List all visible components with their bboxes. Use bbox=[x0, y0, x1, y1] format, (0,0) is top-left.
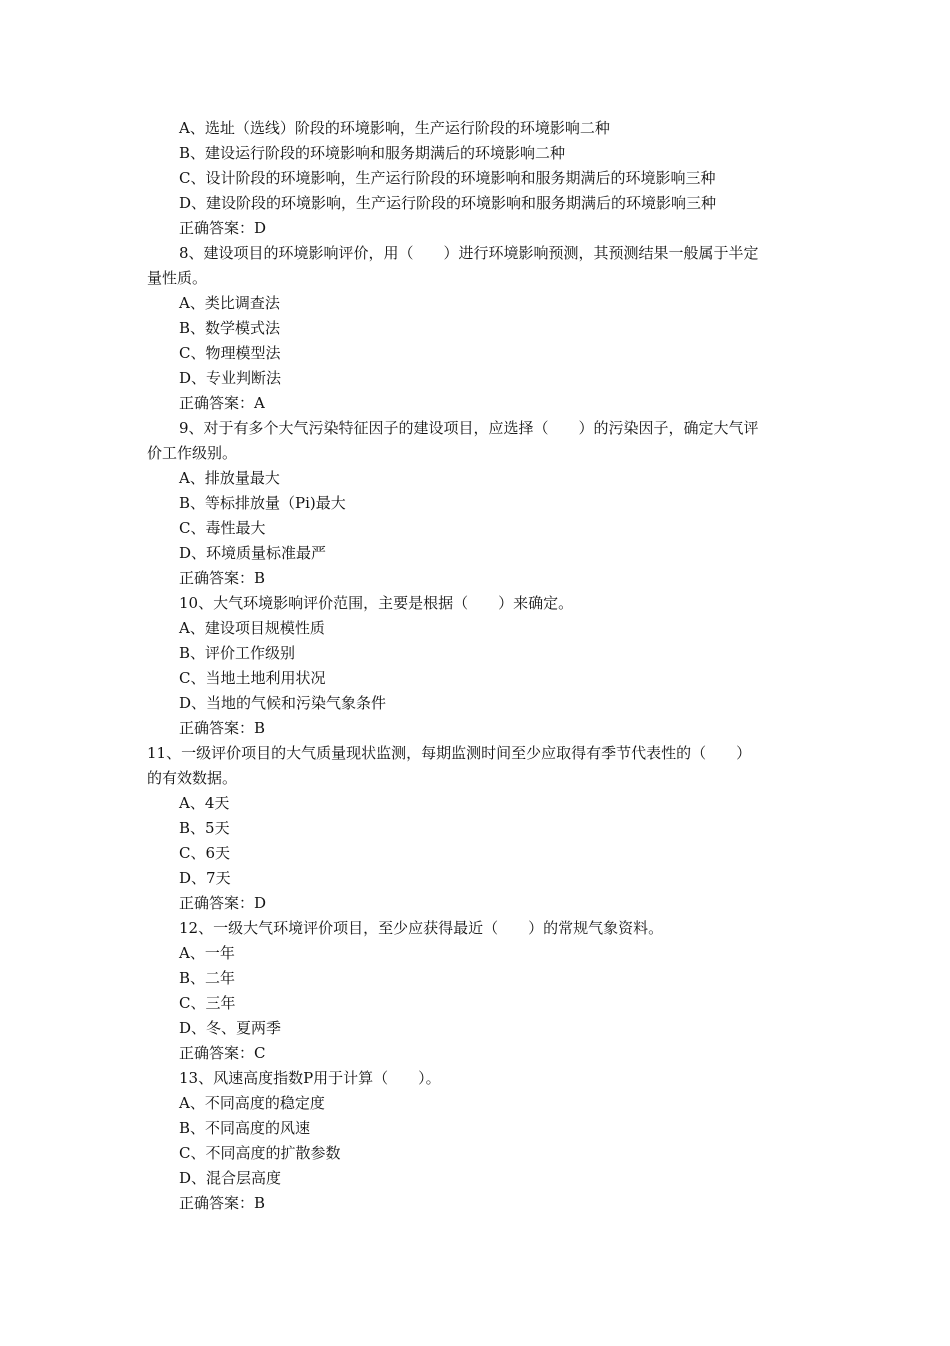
option-text: C、6天 bbox=[179, 844, 231, 862]
question-10-stem: 10、大气环境影响评价范围，主要是根据（ ）来确定。 bbox=[179, 594, 574, 612]
option-text: A、排放量最大 bbox=[179, 469, 280, 487]
option-text: D、建设阶段的环境影响，生产运行阶段的环境影响和服务期满后的环境影响三种 bbox=[179, 194, 717, 212]
option-text: A、不同高度的稳定度 bbox=[179, 1094, 325, 1112]
option-text: B、评价工作级别 bbox=[179, 644, 296, 662]
option-text: B、二年 bbox=[179, 969, 236, 987]
option-text: B、建设运行阶段的环境影响和服务期满后的环境影响二种 bbox=[179, 144, 566, 162]
option-text: B、不同高度的风速 bbox=[179, 1119, 311, 1137]
answer-text: 正确答案：B bbox=[179, 1194, 266, 1212]
option-text: A、选址（选线）阶段的环境影响，生产运行阶段的环境影响二种 bbox=[179, 119, 610, 137]
option-text: C、三年 bbox=[179, 994, 236, 1012]
option-text: A、类比调查法 bbox=[179, 294, 280, 312]
option-text: C、设计阶段的环境影响，生产运行阶段的环境影响和服务期满后的环境影响三种 bbox=[179, 169, 716, 187]
option-text: D、冬、夏两季 bbox=[179, 1019, 282, 1037]
option-text: D、专业判断法 bbox=[179, 369, 282, 387]
option-text: D、混合层高度 bbox=[179, 1169, 282, 1187]
question-11-stem: 11、一级评价项目的大气质量现状监测，每期监测时间至少应取得有季节代表性的（ ） bbox=[147, 744, 752, 762]
answer-text: 正确答案：B bbox=[179, 719, 266, 737]
option-text: C、不同高度的扩散参数 bbox=[179, 1144, 341, 1162]
question-9-stem-cont: 价工作级别。 bbox=[147, 444, 238, 462]
option-text: A、4天 bbox=[179, 794, 230, 812]
option-text: C、毒性最大 bbox=[179, 519, 266, 537]
answer-text: 正确答案：C bbox=[179, 1044, 266, 1062]
option-text: D、7天 bbox=[179, 869, 231, 887]
option-text: A、一年 bbox=[179, 944, 235, 962]
answer-text: 正确答案：D bbox=[179, 894, 267, 912]
question-9-stem: 9、对于有多个大气污染特征因子的建设项目，应选择（ ）的污染因子，确定大气评 bbox=[179, 419, 759, 437]
option-text: B、等标排放量（Pi)最大 bbox=[179, 494, 346, 512]
option-text: D、当地的气候和污染气象条件 bbox=[179, 694, 387, 712]
option-text: C、物理模型法 bbox=[179, 344, 281, 362]
question-list bbox=[147, 116, 809, 1216]
option-text: B、5天 bbox=[179, 819, 230, 837]
option-text: D、环境质量标准最严 bbox=[179, 544, 327, 562]
answer-text: 正确答案：B bbox=[179, 569, 266, 587]
question-13-stem: 13、风速高度指数P用于计算（ ）。 bbox=[179, 1069, 441, 1087]
option-text: B、数学模式法 bbox=[179, 319, 281, 337]
option-text: C、当地土地利用状况 bbox=[179, 669, 326, 687]
question-8-stem-cont: 量性质。 bbox=[147, 269, 208, 287]
answer-text: 正确答案：D bbox=[179, 219, 267, 237]
option-text: A、建设项目规模性质 bbox=[179, 619, 325, 637]
question-11-stem-cont: 的有效数据。 bbox=[147, 769, 238, 787]
answer-text: 正确答案：A bbox=[179, 394, 265, 412]
question-12-stem: 12、一级大气环境评价项目，至少应获得最近（ ）的常规气象资料。 bbox=[179, 919, 664, 937]
question-8-stem: 8、建设项目的环境影响评价，用（ ）进行环境影响预测，其预测结果一般属于半定 bbox=[179, 244, 759, 262]
